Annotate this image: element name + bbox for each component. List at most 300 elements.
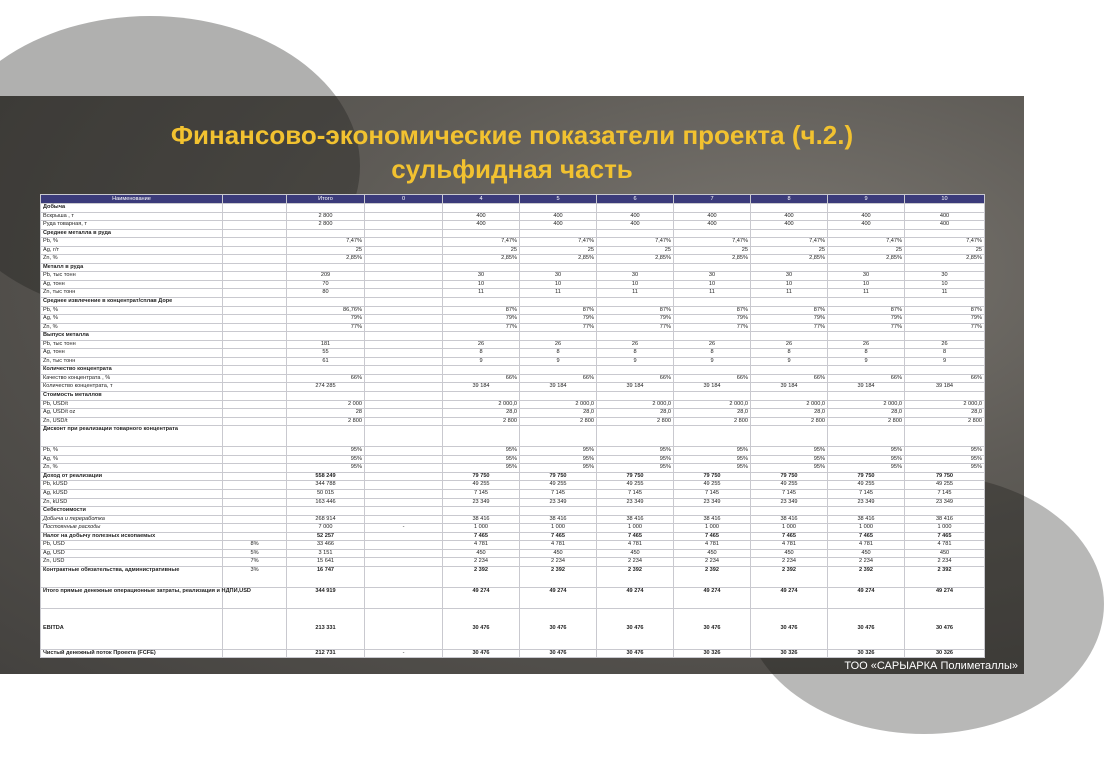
row-label: Добыча xyxy=(41,204,223,213)
year-cell xyxy=(365,507,443,516)
year-cell: 26 xyxy=(443,340,520,349)
year-cell xyxy=(365,426,443,447)
year-cell: 7 145 xyxy=(443,489,520,498)
rate-cell xyxy=(223,400,287,409)
financial-table-container xyxy=(40,194,984,660)
year-cell xyxy=(751,507,828,516)
year-cell: - xyxy=(365,524,443,533)
year-cell: 2 800 xyxy=(751,417,828,426)
year-cell: 8 xyxy=(828,349,905,358)
year-cell: 2 800 xyxy=(443,417,520,426)
year-cell: 2 000,0 xyxy=(905,400,985,409)
year-cell: 23 349 xyxy=(751,498,828,507)
year-cell: 87% xyxy=(597,306,674,315)
year-cell: 25 xyxy=(828,246,905,255)
year-cell: 2 234 xyxy=(597,558,674,567)
year-cell xyxy=(365,246,443,255)
header-year: 7 xyxy=(674,195,751,204)
year-cell: 400 xyxy=(443,212,520,221)
table-body xyxy=(41,204,985,658)
table-row xyxy=(41,357,985,366)
total-cell: 213 331 xyxy=(287,608,365,649)
table-row xyxy=(41,255,985,264)
year-cell xyxy=(597,366,674,375)
year-cell xyxy=(751,298,828,307)
year-cell: 39 184 xyxy=(828,383,905,392)
year-cell: 2 000,0 xyxy=(751,400,828,409)
year-cell: 25 xyxy=(520,246,597,255)
year-cell xyxy=(828,229,905,238)
year-cell: 95% xyxy=(597,455,674,464)
rate-cell xyxy=(223,255,287,264)
year-cell: 39 184 xyxy=(905,383,985,392)
year-cell: 400 xyxy=(674,221,751,230)
year-cell: 95% xyxy=(443,464,520,473)
year-cell: 66% xyxy=(905,374,985,383)
total-cell: 70 xyxy=(287,280,365,289)
year-cell: 95% xyxy=(828,464,905,473)
year-cell: 7 465 xyxy=(905,532,985,541)
year-cell: 38 416 xyxy=(905,515,985,524)
year-cell: 49 255 xyxy=(597,481,674,490)
rate-cell xyxy=(223,489,287,498)
year-cell: 2 234 xyxy=(751,558,828,567)
year-cell: 2,85% xyxy=(520,255,597,264)
year-cell: 4 781 xyxy=(828,541,905,550)
table-row xyxy=(41,507,985,516)
year-cell xyxy=(674,332,751,341)
year-cell xyxy=(365,263,443,272)
table-row xyxy=(41,649,985,658)
year-cell: 400 xyxy=(674,212,751,221)
year-cell: 2 234 xyxy=(520,558,597,567)
rate-cell xyxy=(223,507,287,516)
year-cell: 77% xyxy=(905,323,985,332)
year-cell: 77% xyxy=(520,323,597,332)
year-cell: 30 476 xyxy=(751,608,828,649)
year-cell: 38 416 xyxy=(674,515,751,524)
year-cell: 30 476 xyxy=(828,608,905,649)
rate-cell xyxy=(223,426,287,447)
year-cell xyxy=(597,392,674,401)
year-cell: 95% xyxy=(674,447,751,456)
year-cell xyxy=(520,426,597,447)
year-cell: 49 274 xyxy=(597,587,674,608)
year-cell: 79% xyxy=(828,315,905,324)
year-cell: 450 xyxy=(751,549,828,558)
year-cell: 400 xyxy=(520,212,597,221)
year-cell xyxy=(365,472,443,481)
year-cell xyxy=(828,298,905,307)
row-label: Чистый денежный поток Проекта (FCFE) xyxy=(41,649,223,658)
year-cell xyxy=(365,366,443,375)
row-label: Итого прямые денежные операционные затраты, реализация и НДПИ,USD xyxy=(41,587,223,608)
year-cell: 2 234 xyxy=(443,558,520,567)
row-label: Дисконт при реализации товарного концентрата xyxy=(41,426,223,447)
year-cell xyxy=(365,489,443,498)
row-label: Zn, % xyxy=(41,323,223,332)
year-cell: 49 274 xyxy=(443,587,520,608)
row-label: Руда товарная, т xyxy=(41,221,223,230)
year-cell xyxy=(597,298,674,307)
year-cell xyxy=(751,332,828,341)
header-year: 6 xyxy=(597,195,674,204)
year-cell: 95% xyxy=(597,447,674,456)
year-cell: 7 145 xyxy=(674,489,751,498)
total-cell xyxy=(287,229,365,238)
year-cell: 8 xyxy=(905,349,985,358)
total-cell: 80 xyxy=(287,289,365,298)
year-cell: 79 750 xyxy=(751,472,828,481)
year-cell: 49 255 xyxy=(828,481,905,490)
total-cell xyxy=(287,332,365,341)
year-cell: 25 xyxy=(674,246,751,255)
year-cell xyxy=(674,263,751,272)
table-row xyxy=(41,246,985,255)
total-cell: 558 249 xyxy=(287,472,365,481)
year-cell: 2 800 xyxy=(828,417,905,426)
table-row xyxy=(41,524,985,533)
year-cell: 8 xyxy=(520,349,597,358)
year-cell: 95% xyxy=(905,464,985,473)
total-cell: 52 257 xyxy=(287,532,365,541)
year-cell: 7,47% xyxy=(520,238,597,247)
year-cell xyxy=(905,392,985,401)
row-label: Pb, USD xyxy=(41,541,223,550)
total-cell: 66% xyxy=(287,374,365,383)
row-label: Zn, USD xyxy=(41,558,223,567)
row-label: Pb, % xyxy=(41,306,223,315)
year-cell xyxy=(597,204,674,213)
rate-cell xyxy=(223,498,287,507)
year-cell xyxy=(365,409,443,418)
year-cell xyxy=(365,383,443,392)
row-label: Zn, тыс тонн xyxy=(41,357,223,366)
year-cell xyxy=(828,426,905,447)
rate-cell xyxy=(223,289,287,298)
row-label: Ag, тонн xyxy=(41,349,223,358)
table-row xyxy=(41,340,985,349)
year-cell: 38 416 xyxy=(597,515,674,524)
year-cell xyxy=(905,426,985,447)
table-row xyxy=(41,323,985,332)
year-cell: 95% xyxy=(751,447,828,456)
year-cell: 30 xyxy=(674,272,751,281)
year-cell: 28,0 xyxy=(905,409,985,418)
row-label: Pb, тыс тонн xyxy=(41,272,223,281)
rate-cell xyxy=(223,366,287,375)
rate-cell xyxy=(223,374,287,383)
row-label: Pb, тыс тонн xyxy=(41,340,223,349)
rate-cell xyxy=(223,481,287,490)
rate-cell xyxy=(223,323,287,332)
total-cell: 55 xyxy=(287,349,365,358)
rate-cell xyxy=(223,524,287,533)
year-cell: 7 145 xyxy=(828,489,905,498)
year-cell: 7 145 xyxy=(597,489,674,498)
total-cell: 2 000 xyxy=(287,400,365,409)
year-cell: 49 255 xyxy=(751,481,828,490)
year-cell xyxy=(443,263,520,272)
year-cell xyxy=(674,392,751,401)
header-year: 9 xyxy=(828,195,905,204)
year-cell: 95% xyxy=(520,464,597,473)
year-cell: 7 145 xyxy=(520,489,597,498)
table-row xyxy=(41,212,985,221)
year-cell: 95% xyxy=(443,447,520,456)
year-cell: 95% xyxy=(828,455,905,464)
year-cell xyxy=(365,447,443,456)
year-cell xyxy=(365,417,443,426)
year-cell: 23 349 xyxy=(520,498,597,507)
year-cell: 77% xyxy=(828,323,905,332)
total-cell xyxy=(287,426,365,447)
year-cell: 450 xyxy=(520,549,597,558)
year-cell xyxy=(597,229,674,238)
year-cell: 30 326 xyxy=(905,649,985,658)
total-cell: 209 xyxy=(287,272,365,281)
rate-cell xyxy=(223,532,287,541)
year-cell xyxy=(365,549,443,558)
rate-cell xyxy=(223,306,287,315)
table-row xyxy=(41,374,985,383)
company-footer: ТОО «САРЫАРКА Полиметаллы» xyxy=(844,660,1018,672)
year-cell: 11 xyxy=(520,289,597,298)
year-cell xyxy=(905,204,985,213)
rate-cell xyxy=(223,464,287,473)
year-cell: 30 xyxy=(751,272,828,281)
year-cell: 30 326 xyxy=(751,649,828,658)
year-cell: 30 xyxy=(828,272,905,281)
row-label: Среднее металла в руда xyxy=(41,229,223,238)
year-cell: 95% xyxy=(443,455,520,464)
table-row xyxy=(41,541,985,550)
year-cell: 49 255 xyxy=(520,481,597,490)
row-label: Выпуск металла xyxy=(41,332,223,341)
year-cell: 4 781 xyxy=(443,541,520,550)
year-cell xyxy=(443,298,520,307)
rate-cell: 8% xyxy=(223,541,287,550)
year-cell: 39 184 xyxy=(751,383,828,392)
year-cell: 400 xyxy=(751,212,828,221)
table-row xyxy=(41,417,985,426)
year-cell: 49 274 xyxy=(751,587,828,608)
year-cell: 8 xyxy=(443,349,520,358)
year-cell: 30 xyxy=(443,272,520,281)
year-cell: 2 234 xyxy=(828,558,905,567)
year-cell: 4 781 xyxy=(674,541,751,550)
year-cell: 1 000 xyxy=(828,524,905,533)
table-row xyxy=(41,221,985,230)
year-cell: 450 xyxy=(443,549,520,558)
table-row xyxy=(41,289,985,298)
year-cell: 4 781 xyxy=(597,541,674,550)
year-cell xyxy=(365,289,443,298)
year-cell: 79% xyxy=(520,315,597,324)
year-cell: 2 800 xyxy=(905,417,985,426)
year-cell xyxy=(365,392,443,401)
row-label: Ag, тонн xyxy=(41,280,223,289)
year-cell xyxy=(365,532,443,541)
row-label: Металл в руда xyxy=(41,263,223,272)
row-label: Zn, USD/t xyxy=(41,417,223,426)
year-cell xyxy=(751,426,828,447)
year-cell xyxy=(597,332,674,341)
year-cell: 77% xyxy=(751,323,828,332)
rate-cell xyxy=(223,272,287,281)
table-row xyxy=(41,272,985,281)
year-cell: 30 xyxy=(597,272,674,281)
table-row xyxy=(41,566,985,587)
table-row xyxy=(41,409,985,418)
year-cell xyxy=(828,204,905,213)
year-cell: 66% xyxy=(751,374,828,383)
year-cell xyxy=(365,315,443,324)
year-cell: 49 255 xyxy=(443,481,520,490)
year-cell: 28,0 xyxy=(674,409,751,418)
year-cell: 23 349 xyxy=(597,498,674,507)
rate-cell xyxy=(223,383,287,392)
slide-title xyxy=(0,118,1024,186)
table-row xyxy=(41,392,985,401)
table-row xyxy=(41,383,985,392)
year-cell: 39 184 xyxy=(520,383,597,392)
year-cell: 10 xyxy=(597,280,674,289)
year-cell: 11 xyxy=(597,289,674,298)
year-cell xyxy=(365,515,443,524)
row-label: Количество концентрата, т xyxy=(41,383,223,392)
total-cell: 86,76% xyxy=(287,306,365,315)
year-cell: 400 xyxy=(520,221,597,230)
year-cell xyxy=(365,374,443,383)
year-cell xyxy=(365,323,443,332)
row-label: Добыча и переработка xyxy=(41,515,223,524)
year-cell: 11 xyxy=(443,289,520,298)
year-cell: 39 184 xyxy=(597,383,674,392)
year-cell: 4 781 xyxy=(751,541,828,550)
year-cell xyxy=(751,392,828,401)
year-cell: 2 000,0 xyxy=(828,400,905,409)
year-cell: 400 xyxy=(597,212,674,221)
header-total: Итого xyxy=(287,195,365,204)
row-label: Zn, % xyxy=(41,464,223,473)
year-cell: 7 465 xyxy=(597,532,674,541)
rate-cell xyxy=(223,349,287,358)
year-cell: 2,85% xyxy=(443,255,520,264)
table-row xyxy=(41,455,985,464)
year-cell xyxy=(365,340,443,349)
table-row xyxy=(41,229,985,238)
year-cell xyxy=(751,263,828,272)
year-cell: 2,85% xyxy=(597,255,674,264)
year-cell xyxy=(365,306,443,315)
year-cell: 2 392 xyxy=(520,566,597,587)
year-cell: 8 xyxy=(674,349,751,358)
year-cell: 2,85% xyxy=(905,255,985,264)
total-cell xyxy=(287,204,365,213)
year-cell: 26 xyxy=(597,340,674,349)
year-cell: 7,47% xyxy=(443,238,520,247)
year-cell: 4 781 xyxy=(905,541,985,550)
year-cell: 25 xyxy=(905,246,985,255)
header-rate xyxy=(223,195,287,204)
total-cell xyxy=(287,392,365,401)
year-cell: 30 476 xyxy=(443,608,520,649)
year-cell xyxy=(365,498,443,507)
table-row xyxy=(41,532,985,541)
year-cell: 7,47% xyxy=(674,238,751,247)
year-cell: 30 476 xyxy=(597,608,674,649)
year-cell xyxy=(365,541,443,550)
table-row xyxy=(41,426,985,447)
year-cell xyxy=(905,507,985,516)
year-cell xyxy=(365,400,443,409)
year-cell: 95% xyxy=(597,464,674,473)
row-label: Pb, % xyxy=(41,238,223,247)
year-cell xyxy=(520,366,597,375)
year-cell: 95% xyxy=(520,447,597,456)
year-cell: 95% xyxy=(751,455,828,464)
rate-cell xyxy=(223,280,287,289)
year-cell xyxy=(674,366,751,375)
year-cell: 1 000 xyxy=(905,524,985,533)
year-cell xyxy=(828,366,905,375)
year-cell: 2 800 xyxy=(674,417,751,426)
year-cell: 11 xyxy=(674,289,751,298)
year-cell: 400 xyxy=(597,221,674,230)
year-cell: 26 xyxy=(905,340,985,349)
row-label: Стоимость металлов xyxy=(41,392,223,401)
row-label: Pb, kUSD xyxy=(41,481,223,490)
total-cell: 50 015 xyxy=(287,489,365,498)
year-cell: 2 000,0 xyxy=(597,400,674,409)
table-row xyxy=(41,349,985,358)
table-row xyxy=(41,280,985,289)
year-cell xyxy=(520,507,597,516)
year-cell: 7,47% xyxy=(751,238,828,247)
year-cell: 30 476 xyxy=(674,608,751,649)
rate-cell: 3% xyxy=(223,566,287,587)
year-cell: 7 465 xyxy=(443,532,520,541)
year-cell: 2 392 xyxy=(905,566,985,587)
year-cell xyxy=(520,392,597,401)
row-label: Ag, % xyxy=(41,455,223,464)
year-cell xyxy=(905,332,985,341)
total-cell xyxy=(287,263,365,272)
year-cell: 28,0 xyxy=(828,409,905,418)
year-cell: 400 xyxy=(828,212,905,221)
year-cell: 49 255 xyxy=(674,481,751,490)
year-cell xyxy=(365,357,443,366)
row-label: Вскрыша , т xyxy=(41,212,223,221)
year-cell: 87% xyxy=(828,306,905,315)
year-cell xyxy=(365,212,443,221)
year-cell: 2,85% xyxy=(751,255,828,264)
table-row xyxy=(41,400,985,409)
year-cell: 79 750 xyxy=(443,472,520,481)
rate-cell xyxy=(223,315,287,324)
year-cell: 10 xyxy=(828,280,905,289)
year-cell: 11 xyxy=(751,289,828,298)
total-cell: 2,85% xyxy=(287,255,365,264)
row-label: Ag, USD/t oz xyxy=(41,409,223,418)
year-cell: 87% xyxy=(751,306,828,315)
year-cell: 95% xyxy=(905,447,985,456)
year-cell: 79 750 xyxy=(905,472,985,481)
year-cell xyxy=(905,366,985,375)
year-cell: 79% xyxy=(597,315,674,324)
year-cell: 39 184 xyxy=(674,383,751,392)
